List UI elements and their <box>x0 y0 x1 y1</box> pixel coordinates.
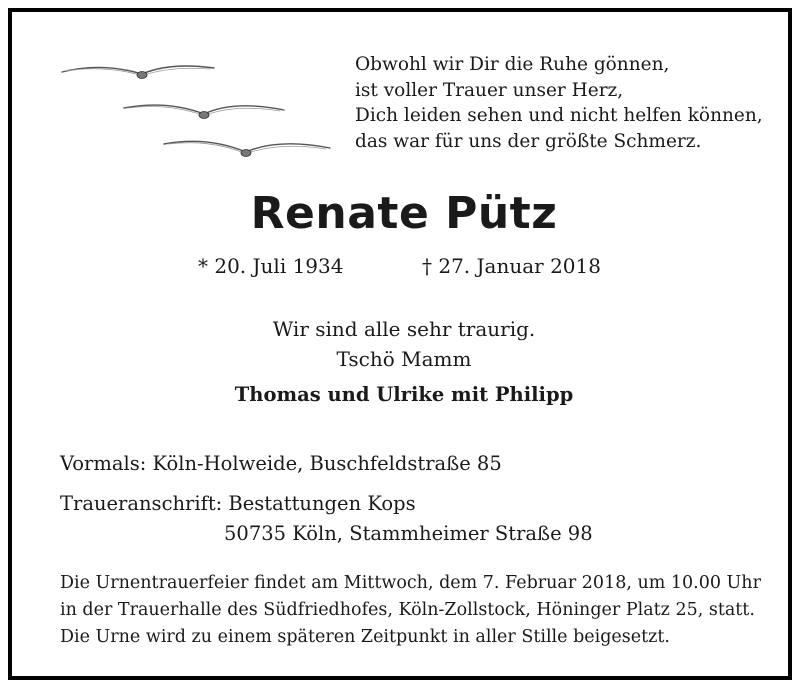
birth-date: * 20. Juli 1934 <box>198 254 344 278</box>
service-line: in der Trauerhalle des Südfriedhofes, Köln-Zollstock, Höninger Platz 25, statt. <box>60 600 755 620</box>
farewell-line: Tschö Mamm <box>336 347 472 371</box>
poem-line: ist voller Trauer unser Herz, <box>355 79 624 101</box>
obituary-notice <box>8 8 792 680</box>
family-signature: Thomas und Ulrike mit Philipp <box>234 383 574 406</box>
flying-birds-icon <box>52 40 332 170</box>
deceased-name: Renate Pütz <box>250 188 558 239</box>
death-date: † 27. Januar 2018 <box>422 254 601 278</box>
mourning-address-line: 50735 Köln, Stammheimer Straße 98 <box>224 522 593 545</box>
poem-line: Dich leiden sehen und nicht helfen können, <box>355 105 763 126</box>
funeral-service-info <box>60 570 761 651</box>
poem <box>355 52 763 154</box>
poem-line: das war für uns der größte Schmerz. <box>355 130 702 152</box>
former-address: Vormals: Köln-Holweide, Buschfeldstraße 85 <box>60 452 502 475</box>
farewell-message <box>12 314 796 374</box>
mourning-address-line: Traueranschrift: Bestattungen Kops <box>60 492 416 515</box>
service-line: Die Urnentrauerfeier findet am Mittwoch, dem 7. Februar 2018, um 10.00 Uhr <box>60 573 761 593</box>
service-line: Die Urne wird zu einem späteren Zeitpunkt in aller Stille beigesetzt. <box>60 627 670 647</box>
poem-line: Obwohl wir Dir die Ruhe gönnen, <box>355 54 670 75</box>
farewell-line: Wir sind alle sehr traurig. <box>272 317 536 341</box>
